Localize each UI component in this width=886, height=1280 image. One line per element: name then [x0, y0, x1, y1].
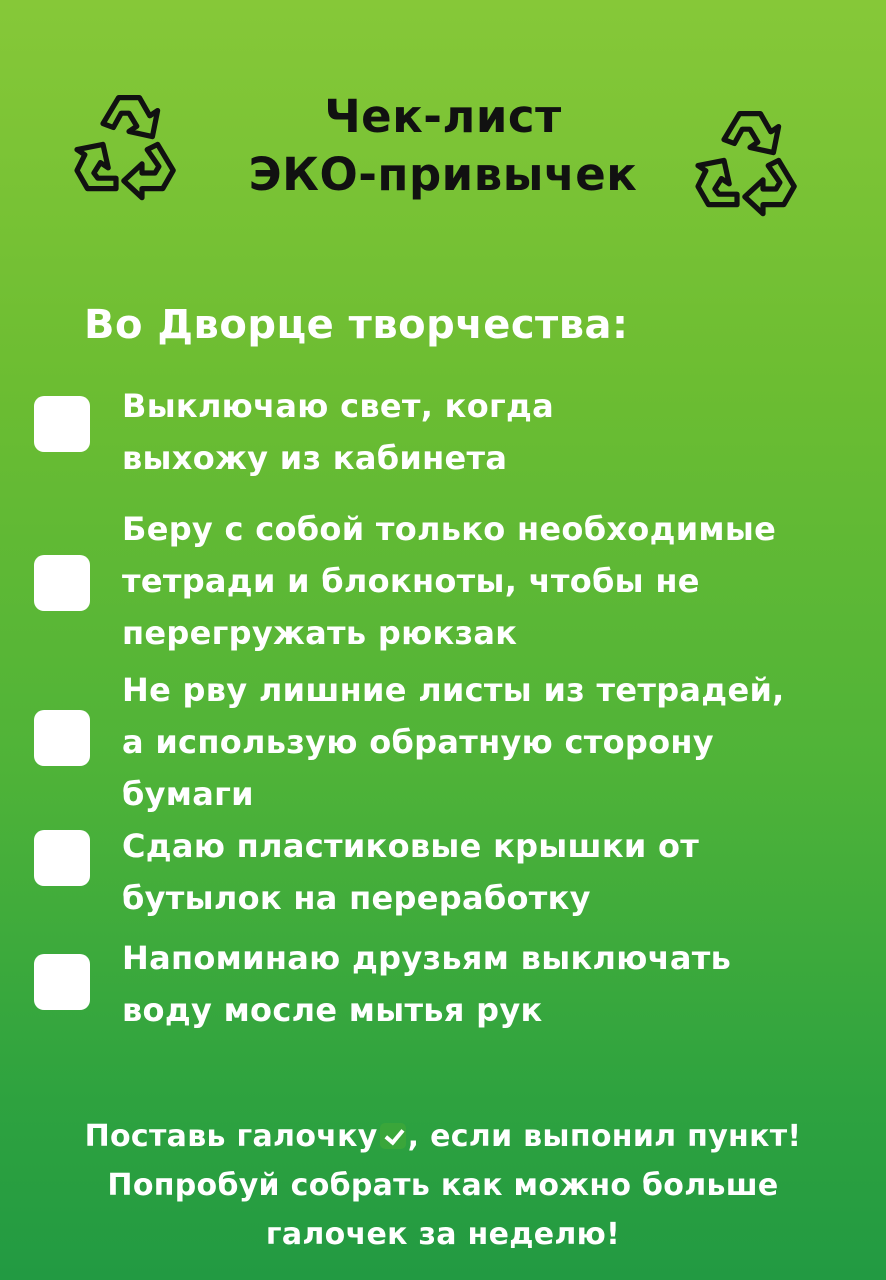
title-line-2: ЭКО-привычек [248, 148, 638, 201]
footer-line-2: Попробуй собрать как можно больше [107, 1168, 779, 1203]
checkbox[interactable] [34, 954, 90, 1010]
checkbox[interactable] [34, 396, 90, 452]
checkbox[interactable] [34, 555, 90, 611]
checklist-item-text: Сдаю пластиковые крышки от бутылок на переработку [122, 827, 700, 917]
footer-instructions [0, 1112, 886, 1259]
checklist-item-text: Напоминаю друзьям выключать воду мосле мытья рук [122, 939, 732, 1029]
checkbox[interactable] [34, 710, 90, 766]
checklist-item-text: Не рву лишние листы из тетрадей, а использую обратную сторону бумаги [122, 671, 785, 813]
title-line-1: Чек-лист [324, 90, 562, 143]
footer-line-1-end: , если выпонил пункт! [407, 1119, 802, 1154]
checkbox[interactable] [34, 830, 90, 886]
page-title [0, 88, 886, 204]
checklist-item-text: Беру с собой только необходимые тетради и блокноты, чтобы не перегружать рюкзак [122, 510, 777, 652]
section-heading: Во Дворце творчества: [84, 302, 629, 348]
footer-line-1 [0, 1112, 886, 1161]
footer-line-1-start: Поставь галочку [84, 1119, 378, 1154]
check-mark-button-icon [380, 1123, 406, 1149]
checklist-item-text: Выключаю свет, когда выхожу из кабинета [122, 387, 555, 477]
footer-line-3: галочек за неделю! [265, 1217, 621, 1252]
